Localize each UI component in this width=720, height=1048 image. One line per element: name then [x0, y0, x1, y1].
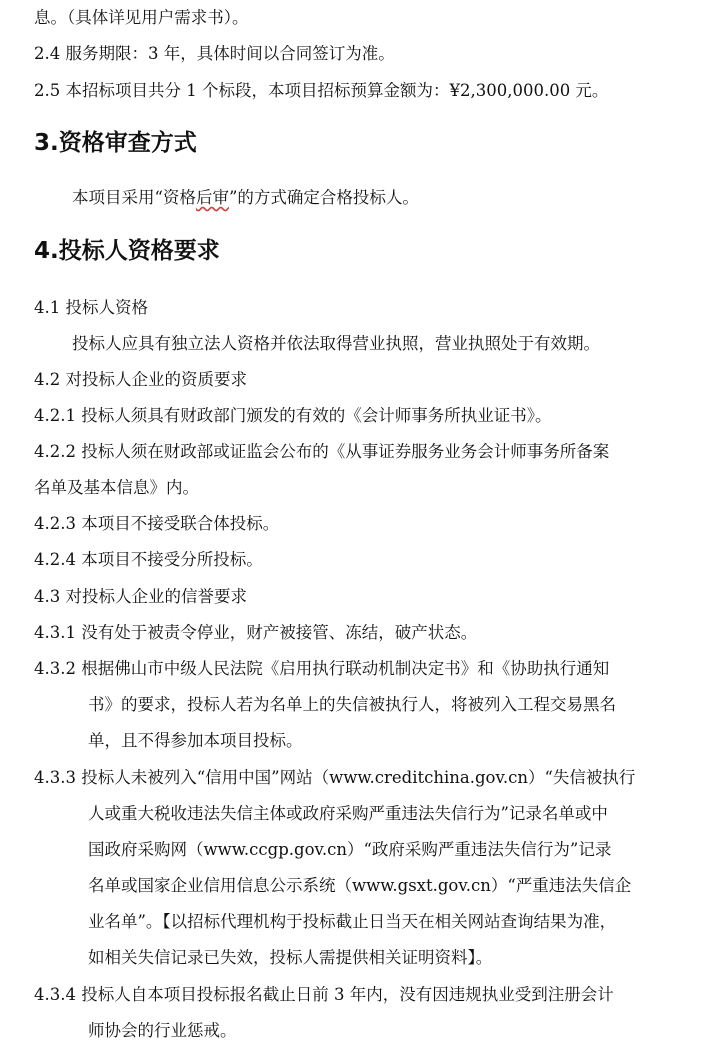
section-4-2: 4.2 对投标人企业的资质要求 [34, 370, 247, 389]
section-4-2-3: 4.2.3 本项目不接受联合体投标。 [34, 514, 280, 533]
section-4-3-3-line3: 国政府采购网（www.ccgp.gov.cn）“政府采购严重违法失信行为”记录 [88, 840, 612, 859]
section-4-2-1: 4.2.1 投标人须具有财政部门颁发的有效的《会计师事务所执业证书》。 [34, 406, 552, 425]
section-4-3-2-line2: 书》的要求，投标人若为名单上的失信被执行人，将被列入工程交易黑名 [88, 695, 616, 714]
section-4-3-3-line2: 人或重大税收违法失信主体或政府采购严重违法失信行为”记录名单或中 [88, 804, 608, 823]
section-4-3-3-line4: 名单或国家企业信用信息公示系统（www.gsxt.gov.cn）“严重违法失信企 [88, 876, 632, 895]
section-4-3-2-line1: 4.3.2 根据佛山市中级人民法院《启用执行联动机制决定书》和《协助执行通知 [34, 659, 610, 678]
section-4-2-2-line2: 名单及基本信息》内。 [34, 478, 199, 497]
spellcheck-text-run: 后审 [195, 188, 229, 207]
section-4-2-4: 4.2.4 本项目不接受分所投标。 [34, 550, 263, 569]
section-4-3: 4.3 对投标人企业的信誉要求 [34, 587, 247, 606]
section-4-3-4-line2: 师协会的行业惩戒。 [88, 1021, 237, 1040]
text-run: 本项目采用“资格 [72, 188, 196, 207]
section-4-3-3-line5: 业名单”。【以招标代理机构于投标截止日当天在相关网站查询结果为准， [88, 912, 617, 931]
section-4-1: 4.1 投标人资格 [34, 298, 148, 317]
section-4-3-4-line1: 4.3.4 投标人自本项目投标报名截止日前 3 年内，没有因违规执业受到注册会计 [34, 985, 614, 1004]
section-4-1-text: 投标人应具有独立法人资格并依法取得营业执照，营业执照处于有效期。 [72, 334, 600, 353]
paragraph-line: 息。（具体详见用户需求书）。 [34, 8, 249, 27]
section-4-3-2-line3: 单，且不得参加本项目投标。 [88, 731, 303, 750]
section-4-3-3-line6: 如相关失信记录已失效，投标人需提供相关证明资料】。 [88, 948, 493, 967]
section-3-text [72, 187, 419, 209]
section-4-3-1: 4.3.1 没有处于被责令停业，财产被接管、冻结，破产状态。 [34, 623, 478, 642]
text-run: ”的方式确定合格投标人。 [228, 188, 419, 207]
section-2-4: 2.4 服务期限：3 年，具体时间以合同签订为准。 [34, 44, 395, 63]
section-4-3-3-line1: 4.3.3 投标人未被列入“信用中国”网站（www.creditchina.gov.cn）“失信被执行 [34, 768, 636, 787]
section-2-5: 2.5 本招标项目共分 1 个标段，本项目招标预算金额为：¥2,300,000.00 元。 [34, 81, 609, 100]
heading-4: 4.投标人资格要求 [34, 238, 220, 264]
section-4-2-2-line1: 4.2.2 投标人须在财政部或证监会公布的《从事证券服务业务会计师事务所备案 [34, 442, 610, 461]
heading-3: 3.资格审查方式 [34, 130, 197, 156]
